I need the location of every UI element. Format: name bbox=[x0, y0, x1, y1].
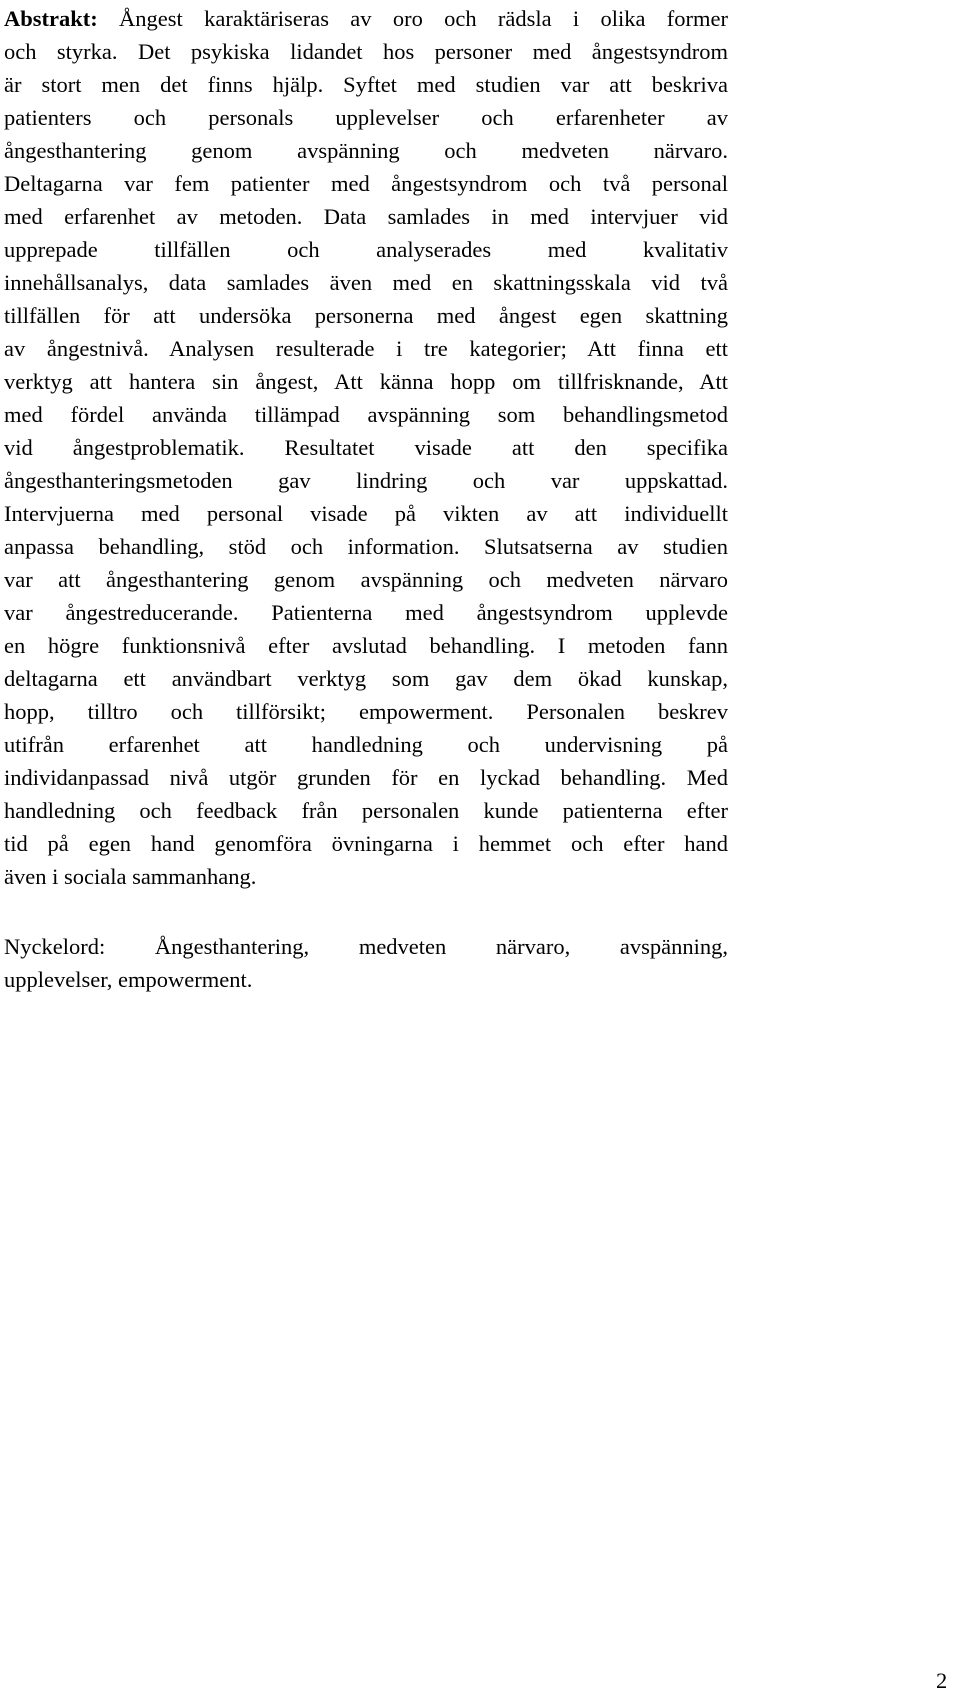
abstract-line-16: Intervjuerna med personal visade på vikten av att individuellt bbox=[4, 501, 728, 526]
abstract-line-6: Deltagarna var fem patienter med ångestsyndrom och två personal bbox=[4, 171, 728, 196]
abstract-line-9: innehållsanalys, data samlades även med en skattningsskala vid två bbox=[4, 270, 728, 295]
abstract-line-21: deltagarna ett användbart verktyg som gav dem ökad kunskap, bbox=[4, 666, 728, 691]
abstract-line-8: upprepade tillfällen och analyserades med kvalitativ bbox=[4, 237, 728, 262]
abstract-line-18: var att ångesthantering genom avspänning och medveten närvaro bbox=[4, 567, 728, 592]
abstract-line-23: utifrån erfarenhet att handledning och undervisning på bbox=[4, 732, 728, 757]
abstract-line-24: individanpassad nivå utgör grunden för en lyckad behandling. Med bbox=[4, 765, 728, 790]
abstract-line-15: ångesthanteringsmetoden gav lindring och var uppskattad. bbox=[4, 468, 728, 493]
abstract-heading: Abstrakt: bbox=[4, 6, 98, 31]
paragraph-gap bbox=[4, 893, 728, 930]
abstract-line-25: handledning och feedback från personalen kunde patienterna efter bbox=[4, 798, 728, 823]
abstract-line-2: och styrka. Det psykiska lidandet hos personer med ångestsyndrom bbox=[4, 39, 728, 64]
abstract-line-4: patienters och personals upplevelser och erfarenheter av bbox=[4, 105, 728, 130]
abstract-line-26: tid på egen hand genomföra övningarna i hemmet och efter hand bbox=[4, 831, 728, 856]
abstract-line-1 bbox=[4, 2, 728, 35]
abstract-line-1-text: Ångest karaktäriseras av oro och rädsla i olika former bbox=[97, 6, 728, 31]
page-number: 2 bbox=[936, 1668, 948, 1693]
keywords-line-2: upplevelser, empowerment. bbox=[4, 967, 253, 992]
abstract-line-20: en högre funktionsnivå efter avslutad behandling. I metoden fann bbox=[4, 633, 728, 658]
abstract-line-22: hopp, tilltro och tillförsikt; empowerment. Personalen beskrev bbox=[4, 699, 728, 724]
abstract-line-12: verktyg att hantera sin ångest, Att känna hopp om tillfrisknande, Att bbox=[4, 369, 728, 394]
abstract-line-17: anpassa behandling, stöd och information. Slutsatserna av studien bbox=[4, 534, 728, 559]
abstract-line-19: var ångestreducerande. Patienterna med ångestsyndrom upplevde bbox=[4, 600, 728, 625]
abstract-line-11: av ångestnivå. Analysen resulterade i tre kategorier; Att finna ett bbox=[4, 336, 728, 361]
abstract-line-27: även i sociala sammanhang. bbox=[4, 864, 257, 889]
abstract-section bbox=[4, 2, 728, 996]
abstract-line-10: tillfällen för att undersöka personerna med ångest egen skattning bbox=[4, 303, 728, 328]
abstract-line-7: med erfarenhet av metoden. Data samlades in med intervjuer vid bbox=[4, 204, 728, 229]
keywords-line-1: Nyckelord: Ångesthantering, medveten närvaro, avspänning, bbox=[4, 934, 728, 959]
abstract-line-5: ångesthantering genom avspänning och medveten närvaro. bbox=[4, 138, 728, 163]
abstract-line-3: är stort men det finns hjälp. Syftet med studien var att beskriva bbox=[4, 72, 728, 97]
abstract-line-13: med fördel använda tillämpad avspänning som behandlingsmetod bbox=[4, 402, 728, 427]
abstract-line-14: vid ångestproblematik. Resultatet visade att den specifika bbox=[4, 435, 728, 460]
